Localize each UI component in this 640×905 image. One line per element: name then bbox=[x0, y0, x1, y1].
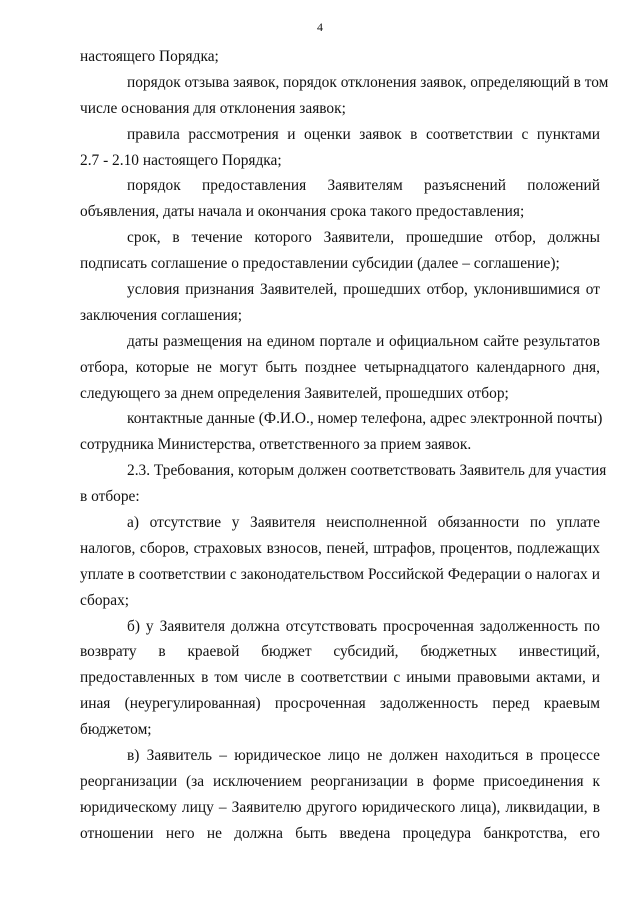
list-item-a bbox=[80, 510, 600, 614]
paragraph bbox=[80, 406, 603, 458]
list-item-b bbox=[80, 614, 600, 743]
text-line: контактные данные (Ф.И.О., номер телефона, адрес электронной почты) bbox=[127, 410, 603, 428]
text-line: срок, в течение которого Заявители, прошедшие отбор, должны bbox=[127, 229, 600, 247]
section-heading-paragraph bbox=[80, 458, 607, 510]
text-line: юридическому лицу – Заявителю другого юридического лица), ликвидации, в bbox=[80, 798, 600, 816]
text-line: 2.3. Требования, которым должен соответствовать Заявитель для участия bbox=[127, 462, 607, 480]
paragraph bbox=[80, 70, 609, 122]
paragraph bbox=[80, 173, 600, 225]
text-line: порядок предоставления Заявителям разъяснений положений bbox=[127, 177, 600, 195]
text-line: в) Заявитель – юридическое лицо не должен находиться в процессе bbox=[127, 747, 600, 765]
text-line: возврату в краевой бюджет субсидий, бюджетных инвестиций, bbox=[80, 643, 600, 661]
text-line: правила рассмотрения и оценки заявок в соответствии с пунктами bbox=[127, 125, 600, 143]
text-line: условия признания Заявителей, прошедших отбор, уклонившимися от bbox=[127, 281, 600, 299]
text-line: б) у Заявителя должна отсутствовать просроченная задолженность по bbox=[127, 617, 600, 635]
text-line: налогов, сборов, страховых взносов, пеней, штрафов, процентов, подлежащих bbox=[80, 539, 600, 557]
text-line: даты размещения на едином портале и официальном сайте результатов bbox=[127, 332, 600, 350]
text-line: отношении него не должна быть введена процедура банкротства, его bbox=[80, 824, 600, 842]
text-line: 2.7 - 2.10 настоящего Порядка; bbox=[80, 151, 282, 169]
list-item-v bbox=[80, 743, 600, 847]
paragraph bbox=[80, 329, 600, 407]
paragraph bbox=[80, 225, 600, 277]
text-line: сотрудника Министерства, ответственного за прием заявок. bbox=[80, 436, 472, 454]
text-line: а) отсутствие у Заявителя неисполненной обязанности по уплате bbox=[127, 514, 600, 532]
text-line: числе основания для отклонения заявок; bbox=[80, 99, 346, 117]
text-line: подписать соглашение о предоставлении субсидии (далее – соглашение); bbox=[80, 255, 560, 273]
paragraph bbox=[80, 122, 600, 174]
document-body bbox=[80, 44, 609, 847]
text-line: реорганизации (за исключением реорганизации в форме присоединения к bbox=[80, 772, 600, 790]
text-line: заключения соглашения; bbox=[80, 306, 243, 324]
text-line: в отборе: bbox=[80, 488, 140, 506]
text-line: порядок отзыва заявок, порядок отклонения заявок, определяющий в том bbox=[127, 73, 609, 91]
text-line: настоящего Порядка; bbox=[80, 48, 219, 65]
text-line: отбора, которые не могут быть позднее четырнадцатого календарного дня, bbox=[80, 358, 600, 376]
text-line: следующего за днем определения Заявителей, прошедших отбор; bbox=[80, 384, 509, 402]
text-line: предоставленных в том числе в соответствии с иными правовыми актами, и bbox=[80, 669, 600, 687]
text-line: бюджетом; bbox=[80, 721, 152, 739]
paragraph bbox=[80, 44, 600, 70]
text-line: уплате в соответствии с законодательством Российской Федерации о налогах и bbox=[80, 565, 600, 583]
text-line: объявления, даты начала и окончания срока такого предоставления; bbox=[80, 203, 525, 221]
page-number: 4 bbox=[317, 20, 323, 34]
text-line: сборах; bbox=[80, 591, 130, 609]
paragraph bbox=[80, 277, 600, 329]
text-line: иная (неурегулированная) просроченная задолженность перед краевым bbox=[80, 695, 600, 713]
